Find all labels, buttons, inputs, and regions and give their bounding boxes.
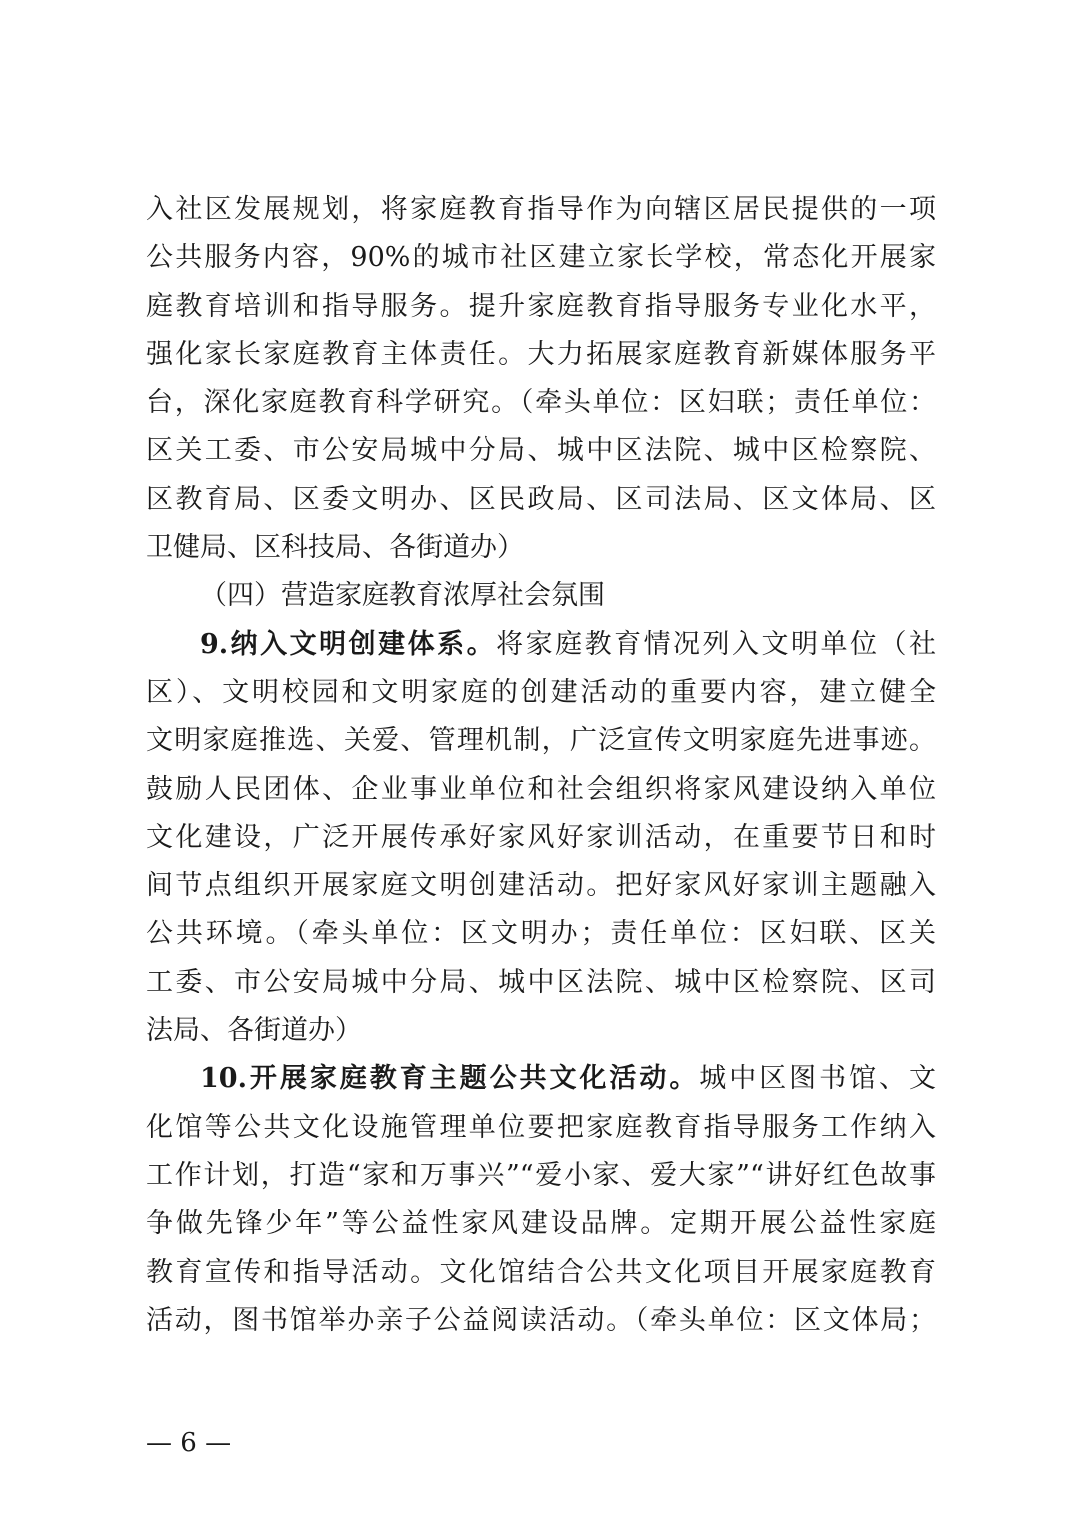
item10-title: 10.开展家庭教育主题公共文化活动。 xyxy=(200,1063,700,1095)
paragraph-line: 庭教育培训和指导服务。提升家庭教育指导服务专业化水平， xyxy=(146,290,936,322)
paragraph-line: 公共服务内容，90%的城市社区建立家长学校，常态化开展家 xyxy=(146,242,936,274)
item10-line: 工作计划，打造“家和万事兴”“爱小家、爱大家”“讲好红色故事 xyxy=(146,1159,936,1191)
page-number: — 6 — xyxy=(146,1428,232,1458)
item9-line: 鼓励人民团体、企业事业单位和社会组织将家风建设纳入单位 xyxy=(146,773,936,805)
item9-line: 间节点组织开展家庭文明创建活动。把好家风好家训主题融入 xyxy=(146,870,936,902)
paragraph-line: 区教育局、区委文明办、区民政局、区司法局、区文体局、区 xyxy=(146,483,936,515)
item10-first-line xyxy=(146,1055,936,1103)
item9-first-line xyxy=(146,621,936,669)
item9-line: 文明家庭推选、关爱、管理机制，广泛宣传文明家庭先进事迹。 xyxy=(146,725,936,757)
item10-line: 活动，图书馆举办亲子公益阅读活动。（牵头单位：区文体局； xyxy=(146,1304,936,1336)
paragraph-line: 台，深化家庭教育科学研究。（牵头单位：区妇联；责任单位： xyxy=(146,387,936,419)
item9-line: 工委、市公安局城中分局、城中区法院、城中区检察院、区司 xyxy=(146,966,936,998)
item10-line: 教育宣传和指导活动。文化馆结合公共文化项目开展家庭教育 xyxy=(146,1256,936,1288)
item10-line: 化馆等公共文化设施管理单位要把家庭教育指导服务工作纳入 xyxy=(146,1111,936,1143)
paragraph-line: 入社区发展规划，将家庭教育指导作为向辖区居民提供的一项 xyxy=(146,194,936,225)
item10-line: 争做先锋少年”等公益性家风建设品牌。定期开展公益性家庭 xyxy=(146,1208,936,1240)
item9-line: 文化建设，广泛开展传承好家风好家训活动，在重要节日和时 xyxy=(146,821,936,853)
section-heading: （四）营造家庭教育浓厚社会氛围 xyxy=(200,580,605,612)
body-text xyxy=(146,186,936,1345)
paragraph-line: 卫健局、区科技局、各街道办） xyxy=(146,532,524,564)
paragraph-line: 强化家长家庭教育主体责任。大力拓展家庭教育新媒体服务平 xyxy=(146,338,936,370)
item9-title: 9.纳入文明创建体系。 xyxy=(200,628,497,660)
paragraph-line: 区关工委、市公安局城中分局、城中区法院、城中区检察院、 xyxy=(146,435,936,467)
item9-first-line-text: 将家庭教育情况列入文明单位（社 xyxy=(496,628,936,660)
item9-line: 公共环境。（牵头单位：区文明办；责任单位：区妇联、区关 xyxy=(146,918,936,950)
item10-first-line-text: 城中区图书馆、文 xyxy=(699,1063,936,1095)
item9-line: 区）、文明校园和文明家庭的创建活动的重要内容，建立健全 xyxy=(146,676,936,708)
item9-line: 法局、各街道办） xyxy=(146,1015,362,1047)
